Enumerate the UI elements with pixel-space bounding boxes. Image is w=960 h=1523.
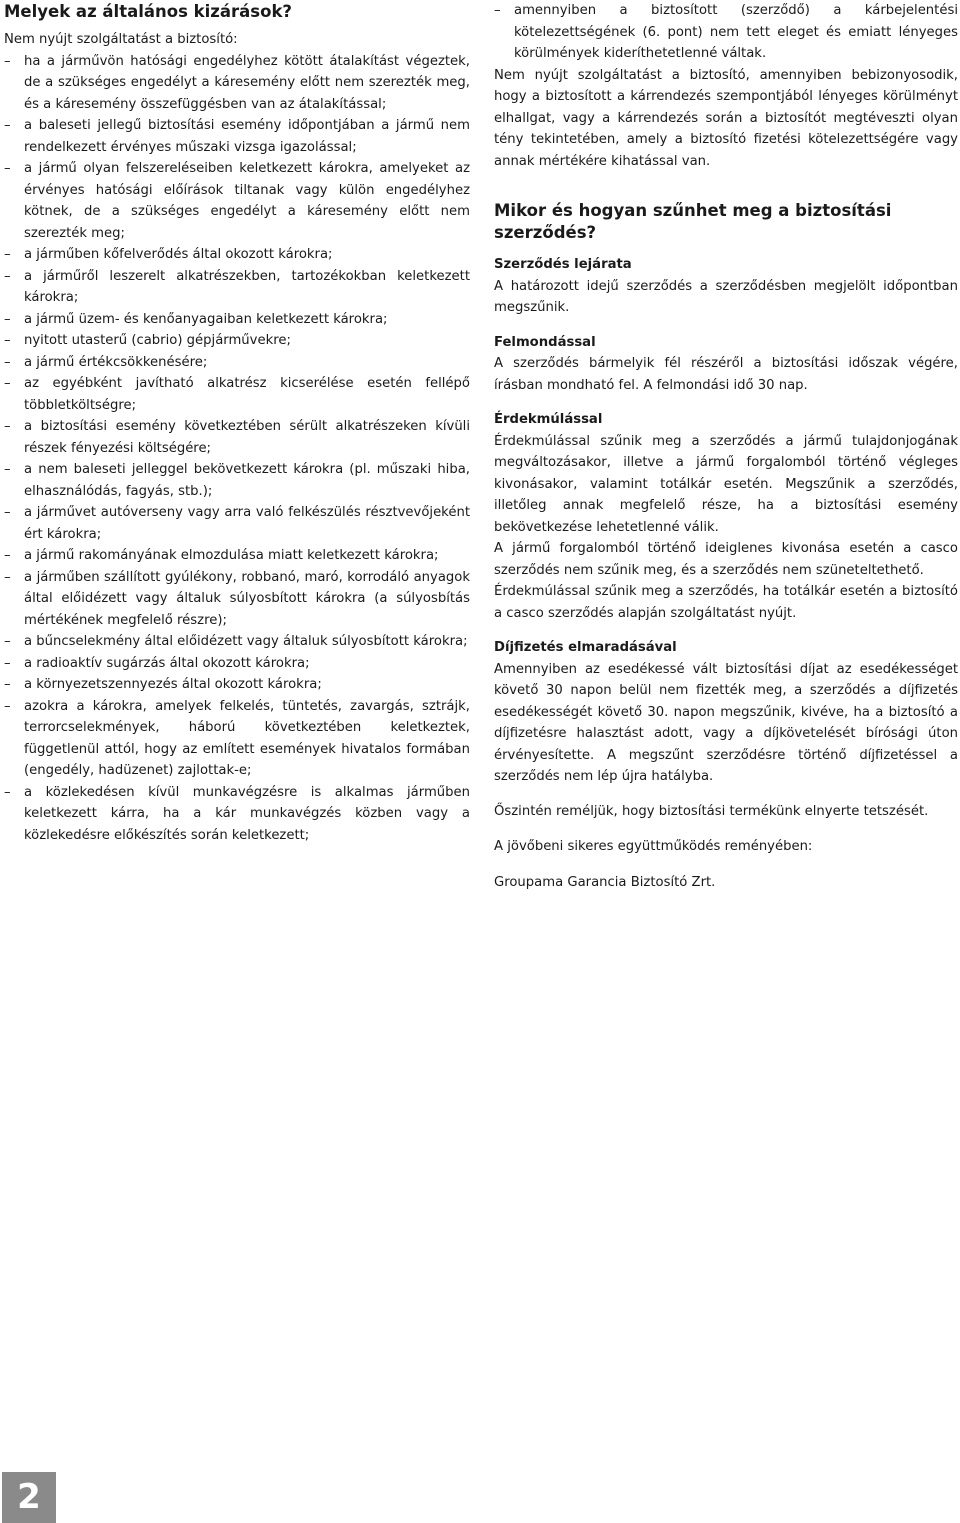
termination-heading: Mikor és hogyan szűnhet meg a biztosítási szerződés? <box>494 201 892 242</box>
company-signature: Groupama Garancia Biztosító Zrt. <box>494 874 716 890</box>
section-text: Érdekmúlással szűnik meg a szerződés a jármű tulajdonjogának megváltozásakor, illetve a jármű forgalomból történő végleges kivonásakor, valamint totálkár esetén. Megszűnik a szerződés, illetőleg annak megfelelő része, ha a biztosítási esemény bekövetkezése lehetetlenné válik. <box>494 433 958 535</box>
list-item: – a jármű rakományának elmozdulása miatt keletkezett károkra; <box>4 545 470 567</box>
list-item: – amennyiben a biztosított (szerződő) a kárbejelentési kötelezettségének (6. pont) nem tett eleget és emiatt lényeges körülmények kideríthetetlenné váltak. <box>494 0 958 65</box>
page-number: 2 <box>2 1472 56 1523</box>
list-item: – a járműben kőfelverődés által okozott károkra; <box>4 244 470 266</box>
list-item: – azokra a károkra, amelyek felkelés, tüntetés, zavargás, sztrájk, terrorcselekmények, háború következtében keletkeztek, függetlenül attól, hogy az említett események hivatalos formában (engedély, hadüzenet) zajlottak-e; <box>4 696 470 782</box>
exclusions-lead: Nem nyújt szolgáltatást a biztosító: <box>4 32 238 47</box>
list-item: – a jármű olyan felszereléseiben keletkezett károkra, amelyeket az érvényes hatósági előírások tiltanak vagy külön engedélyhez kötnek, de a szükséges engedélyt a káresemény előtt nem szerezték meg; <box>4 158 470 244</box>
left-column <box>4 0 470 846</box>
list-item: – a járműről leszerelt alkatrészekben, tartozékokban keletkezett károkra; <box>4 266 470 309</box>
right-column <box>494 0 958 893</box>
closing-text: A jövőbeni sikeres együttműködés reményében: <box>494 839 813 854</box>
section-title: Szerződés lejárata <box>494 257 632 272</box>
section-text: Amennyiben az esedékessé vált biztosítási díjat az esedékességet követő 30 napon belül nem fizették meg, a szerződés a díjfizetés esedékességét követő 30. napon megszűnik, kivéve, ha a biztosító a díjfizetésre halasztást adott, vagy a díjkövetelését bírósági úton érvényesítette. A megszűnt szerződésre történő díjfizetéssel a szerződés nem lép újra hatályba. <box>494 661 958 784</box>
section-text: A határozott idejű szerződés a szerződésben megjelölt időpontban megszűnik. <box>494 278 958 315</box>
list-item: – a bűncselekmény által előidézett vagy általuk súlyosbított károkra; <box>4 631 470 653</box>
section-title: Díjfizetés elmaradásával <box>494 640 677 655</box>
section-interest-lapse <box>494 409 958 624</box>
list-item: – a környezetszennyezés által okozott károkra; <box>4 674 470 696</box>
list-item: – a nem baleseti jelleggel bekövetkezett károkra (pl. műszaki hiba, elhasználódás, fagyás, stb.); <box>4 459 470 502</box>
section-text: A szerződés bármelyik fél részéről a biztosítási időszak végére, írásban mondható fel. A felmondási idő 30 nap. <box>494 356 958 393</box>
section-title: Érdekmúlással <box>494 412 603 427</box>
exclusion-paragraph: Nem nyújt szolgáltatást a biztosító, amennyiben bebizonyosodik, hogy a biztosított a kárrendezés szempontjából lényeges körülményt elhallgat, vagy a kárrendezés során a biztosítót megtéveszti olyan tény tekintetében, amely a biztosító fizetési kötelezettségére vagy annak mértékére kihatással van. <box>494 67 958 169</box>
list-item: – a radioaktív sugárzás által okozott károkra; <box>4 653 470 675</box>
closing-text: Őszintén reméljük, hogy biztosítási termékünk elnyerte tetszését. <box>494 803 929 819</box>
list-item: – a járműben szállított gyúlékony, robbanó, maró, korrodáló anyagok által előidézett vagy általuk súlyosbított károkra (a súlyosbítás mértékének megfelelő részre); <box>4 567 470 632</box>
list-item: – nyitott utasterű (cabrio) gépjárművekre; <box>4 330 470 352</box>
exclusions-title: Melyek az általános kizárások? <box>4 2 293 21</box>
list-item: – a járművet autóverseny vagy arra való felkészülés résztvevőjeként ért károkra; <box>4 502 470 545</box>
exclusions-list <box>4 51 470 847</box>
section-title: Felmondással <box>494 334 596 350</box>
section-text: A jármű forgalomból történő ideiglenes kivonása esetén a casco szerződés nem szűnik meg, és a szerződés nem szüneteltethető. <box>494 541 958 578</box>
section-nonpayment <box>494 637 958 788</box>
section-cancellation <box>494 332 958 397</box>
list-item: – az egyébként javítható alkatrész kicserélése esetén fellépő többletköltségre; <box>4 373 470 416</box>
list-item: – a jármű üzem- és kenőanyagaiban keletkezett károkra; <box>4 309 470 331</box>
list-item: – ha a járművön hatósági engedélyhez kötött átalakítást végeztek, de a szükséges engedélyt a káresemény előtt nem szerezték meg, és a káresemény összefüggésben van az átalakítással; <box>4 51 470 116</box>
list-item: – a biztosítási esemény következtében sérült alkatrészeken kívüli részek fényezési költségére; <box>4 416 470 459</box>
section-expiry <box>494 254 958 319</box>
list-item: – a jármű értékcsökkenésére; <box>4 352 470 374</box>
list-item: – a baleseti jellegű biztosítási esemény időpontjában a jármű nem rendelkezett érvényes műszaki vizsga igazolással; <box>4 115 470 158</box>
section-text: Érdekmúlással szűnik meg a szerződés, ha totálkár esetén a biztosító a casco szerződés alapján szolgáltatást nyújt. <box>494 584 958 621</box>
exclusions-list-continued <box>494 0 958 65</box>
list-item: – a közlekedésen kívül munkavégzésre is alkalmas járműben keletkezett kárra, ha a kár munkavégzés közben vagy a közlekedésre előkészítés során keletkezett; <box>4 782 470 847</box>
